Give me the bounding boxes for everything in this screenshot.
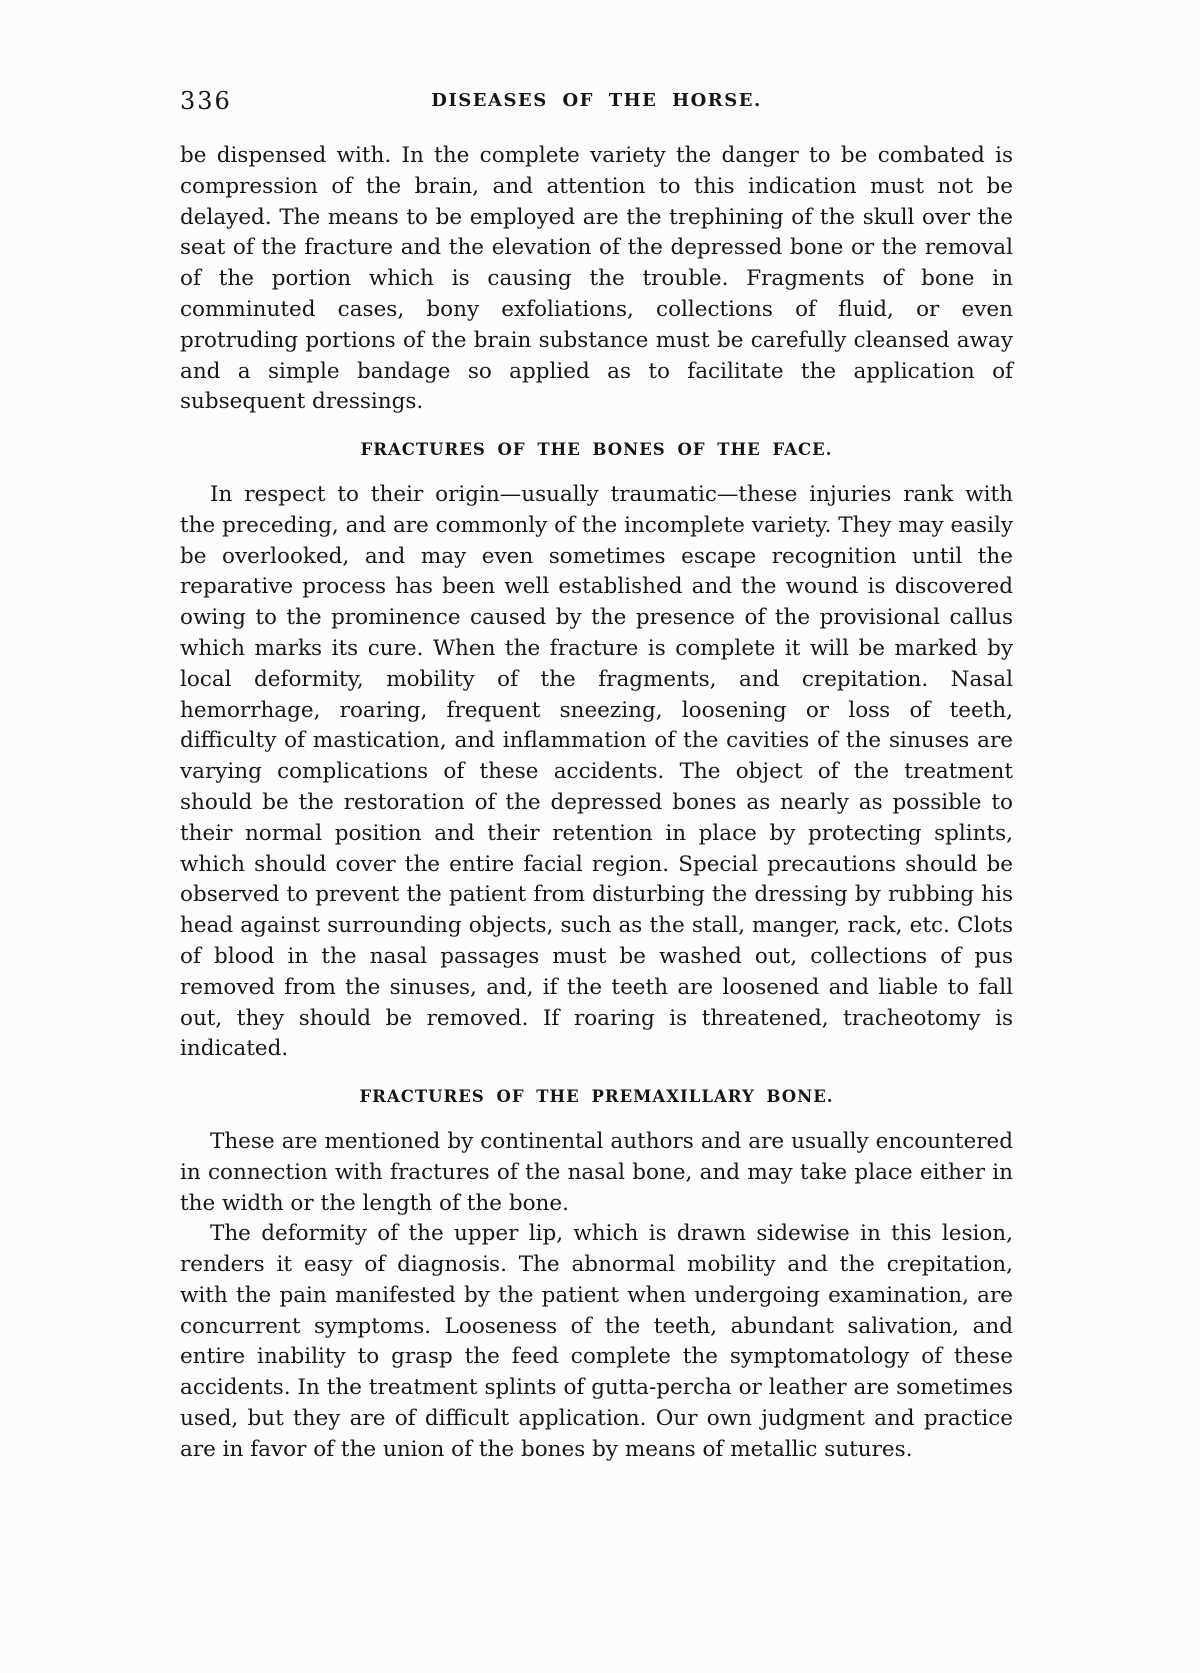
page-header	[180, 87, 1013, 115]
paragraph-continuation: be dispensed with. In the complete variety the danger to be combated is compression of the brain, and attention to this indication must not be delayed. The means to be employed are the trephining of the skull over the seat of the fracture and the elevation of the depressed bone or the removal of the portion which is causing the trouble. Fragments of bone in comminuted cases, bony exfoliations, collections of fluid, or even protruding portions of the brain substance must be carefully cleansed away and a simple bandage so applied as to facilitate the application of subsequent dressings.	[180, 143, 1013, 415]
paragraph: The deformity of the upper lip, which is drawn sidewise in this lesion, renders it easy of diagnosis. The abnormal mobility and the crepitation, with the pain manifested by the patient when undergoing examination, are concurrent symptoms. Looseness of the teeth, abundant salivation, and entire inability to grasp the feed complete the symptomatology of these accidents. In the treatment splints of gutta-percha or leather are sometimes used, but they are of difficult application. Our own judgment and practice are in favor of the union of the bones by means of metallic sutures.	[180, 1221, 1013, 1462]
paragraph: These are mentioned by continental authors and are usually encountered in connection with fractures of the nasal bone, and may take place either in the width or the length of the bone.	[180, 1128, 1013, 1216]
running-title: DISEASES OF THE HORSE.	[431, 90, 762, 111]
text-block	[180, 141, 1013, 1466]
section-heading-fractures-premaxillary: FRACTURES OF THE PREMAXILLARY BONE.	[359, 1087, 834, 1107]
page-number: 336	[180, 87, 232, 115]
section-heading-fractures-face: FRACTURES OF THE BONES OF THE FACE.	[360, 440, 833, 460]
paragraph: In respect to their origin—usually traumatic—these injuries rank with the preceding, and are commonly of the incomplete variety. They may easily be overlooked, and may even sometimes escape recognition until the reparative process has been well established and the wound is discovered owing to the prominence caused by the presence of the provisional callus which marks its cure. When the fracture is complete it will be marked by local deformity, mobility of the fragments, and crepitation. Nasal hemorrhage, roaring, frequent sneezing, loosening or loss of teeth, difficulty of mastication, and inflammation of the cavities of the sinuses are varying complications of these accidents. The object of the treatment should be the restoration of the depressed bones as nearly as possible to their normal position and their retention in place by protecting splints, which should cover the entire facial region. Special precautions should be observed to prevent the patient from disturbing the dressing by rubbing his head against surrounding objects, such as the stall, manger, rack, etc. Clots of blood in the nasal passages must be washed out, collections of pus removed from the sinuses, and, if the teeth are loosened and liable to fall out, they should be removed. If roaring is threatened, tracheotomy is indicated.	[180, 481, 1013, 1062]
